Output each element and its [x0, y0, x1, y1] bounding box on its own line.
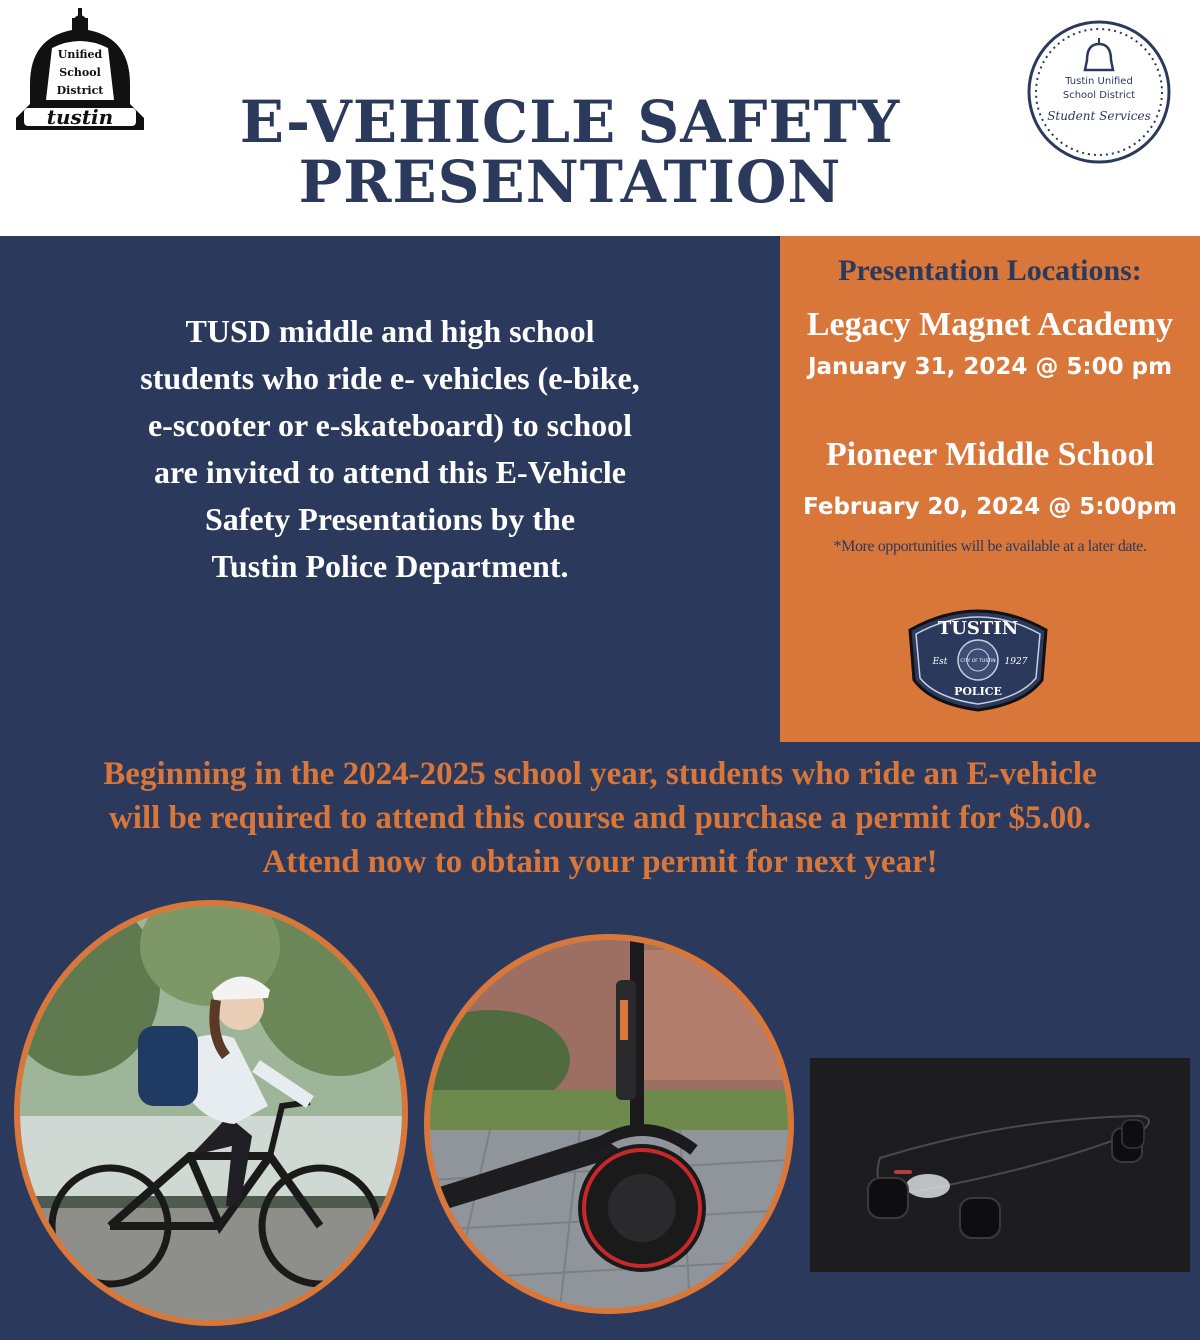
permit-notice — [0, 752, 1200, 884]
intro-line: TUSD middle and high school — [185, 313, 595, 349]
intro-line: e-scooter or e-skateboard) to school — [147, 407, 633, 443]
badge-text-tustin: TUSTIN — [937, 618, 1019, 639]
intro-line: Safety Presentations by the — [204, 501, 576, 537]
logo-text-tustin: tustin — [46, 105, 114, 129]
location-name-pioneer: Pioneer Middle School — [825, 436, 1155, 473]
page-title — [175, 88, 965, 216]
notice-line: Beginning in the 2024-2025 school year, students who ride an E-vehicle — [103, 756, 1097, 792]
location-date-legacy: January 31, 2024 @ 5:00 pm — [807, 354, 1173, 380]
locations-heading: Presentation Locations: — [838, 254, 1142, 287]
badge-seal-text: CITY OF TUSTIN — [960, 659, 996, 664]
notice-line: will be required to attend this course and purchase a permit for $5.00. — [108, 800, 1092, 836]
logo-text-unified: Unified — [57, 48, 103, 61]
logo-text-tustin-unified: Tustin Unified — [1065, 76, 1133, 87]
intro-line: Tustin Police Department. — [211, 548, 569, 584]
locations-note: *More opportunities will be available at a later date. — [833, 538, 1147, 555]
title-line-2: PRESENTATION — [298, 148, 842, 216]
location-name-legacy: Legacy Magnet Academy — [806, 306, 1174, 343]
logo-text-district: District — [56, 84, 104, 97]
intro-line: are invited to attend this E-Vehicle — [154, 454, 626, 490]
intro-text — [40, 308, 740, 590]
badge-text-police: POLICE — [954, 685, 1002, 698]
logo-text-school-district: School District — [1062, 90, 1136, 101]
ebike-rider-photo — [14, 900, 408, 1326]
intro-line: students who ride e- vehicles (e-bike, — [140, 360, 640, 396]
tusd-bell-logo — [12, 8, 148, 138]
backpack-icon — [138, 1026, 198, 1106]
student-services-logo — [1025, 18, 1173, 166]
title-line-1: E-VEHICLE SAFETY — [239, 88, 901, 156]
tustin-police-badge — [904, 600, 1052, 712]
badge-text-year: 1927 — [1004, 657, 1028, 667]
bell-icon — [12, 8, 148, 138]
header-banner — [0, 0, 1200, 236]
escooter-photo — [424, 934, 794, 1314]
logo-text-school: School — [59, 66, 101, 79]
badge-text-est: Est — [932, 657, 948, 667]
location-date-pioneer: February 20, 2024 @ 5:00pm — [803, 494, 1177, 520]
eskateboard-photo — [810, 1058, 1190, 1272]
locations-panel — [780, 236, 1200, 742]
notice-line: Attend now to obtain your permit for next year! — [262, 844, 938, 880]
logo-text-student-services: Student Services — [1047, 109, 1151, 123]
